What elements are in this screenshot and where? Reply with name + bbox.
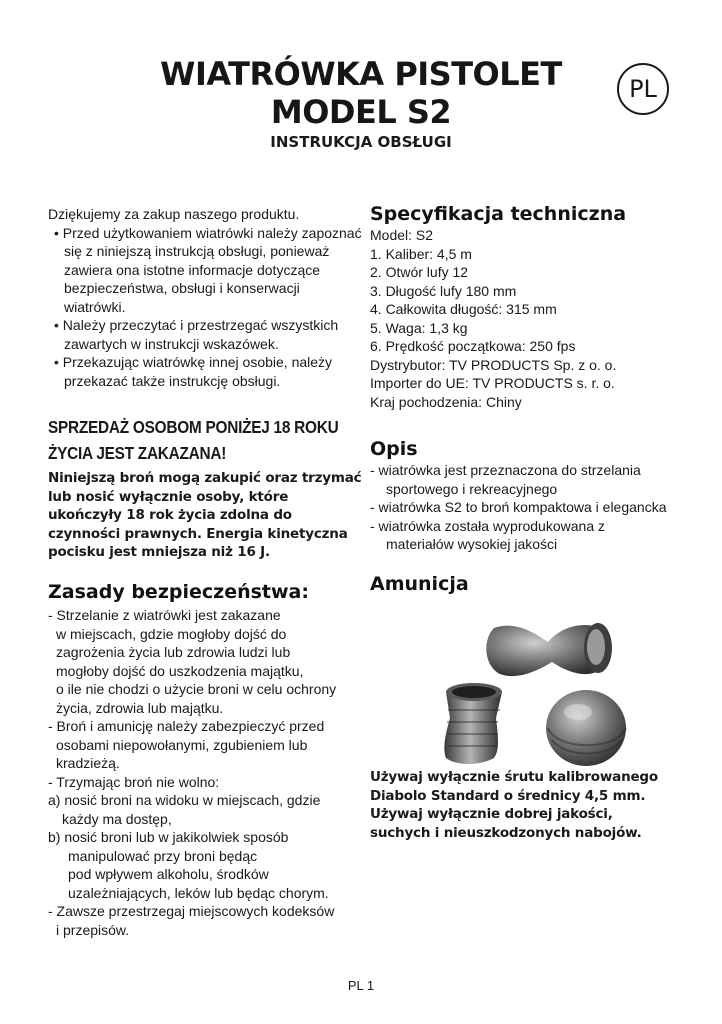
spec-line: Model: S2 [370, 227, 434, 243]
safety-line: życia, zdrowia lub majątku. [56, 699, 224, 716]
spec-heading: Specyfikacja techniczna [370, 203, 627, 225]
warning-heading-line-1: SPRZEDAŻ OSOBOM PONIŻEJ 18 ROKU [48, 417, 339, 437]
pellet-right [546, 690, 626, 766]
safety-line: uzależniających, leków lub będąc chorym. [68, 884, 329, 901]
ammo-note: Używaj wyłącznie śrutu kalibrowanego Diabolo Standard o średnicy 4,5 mm. Używaj wyłącznie dobrej jakości, suchych i nieuszkodzonych nabojów. [370, 769, 658, 841]
spec-line: Importer do UE: TV PRODUCTS s. r. o. [370, 375, 615, 391]
safety-line: i przepisów. [56, 921, 130, 938]
ammo-section [370, 572, 670, 596]
spec-line: 6. Prędkość początkowa: 250 fps [370, 338, 576, 354]
safety-line: manipulować przy broni będąc [68, 847, 258, 864]
safety-line: zagrożenia życia lub zdrowia ludzi lub [56, 644, 291, 660]
intro-bullet: • Przekazując wiatrówkę innej osobie, należy przekazać także instrukcję obsługi. [54, 354, 333, 389]
safety-line: każdy ma dostęp, [62, 810, 172, 827]
intro-section [48, 205, 363, 390]
intro-thanks: Dziękujemy za zakup naszego produktu. [48, 206, 300, 222]
warning-body: Niniejszą broń mogą zakupić oraz trzymać lub nosić wyłącznie osoby, które ukończyły 18 rok życia zdolna do czynności prawnych. Energia kinetyczna pocisku jest mniejsza niż 16 J. [48, 470, 362, 560]
opis-item: - wiatrówka S2 to broń kompaktowa i elegancka [370, 499, 667, 515]
spec-line: 3. Długość lufy 180 mm [370, 282, 517, 299]
subtitle: INSTRUKCJA OBSŁUGI [270, 133, 452, 151]
age-warning-section [48, 414, 363, 562]
spec-line: 4. Całkowita długość: 315 mm [370, 301, 557, 317]
language-badge: PL [617, 63, 669, 115]
opis-item: - wiatrówka została wyprodukowana z materiałów wysokiej jakości [370, 517, 605, 552]
warning-heading-line-2: ŻYCIA JEST ZAKAZANA! [48, 443, 227, 463]
safety-line: b) nosić broni lub w jakikolwiek sposób [48, 829, 289, 845]
safety-line: - Trzymając broń nie wolno: [48, 773, 220, 790]
spec-line: 5. Waga: 1,3 kg [370, 319, 468, 336]
safety-section [48, 580, 363, 939]
safety-heading: Zasady bezpieczeństwa: [48, 581, 309, 603]
opis-item: - wiatrówka jest przeznaczona do strzelania sportowego i rekreacyjnego [370, 462, 641, 497]
spec-line: 2. Otwór lufy 12 [370, 264, 469, 280]
title-line-1: WIATRÓWKA PISTOLET [160, 55, 562, 93]
safety-line: osobami niepowołanymi, zgubieniem lub [56, 736, 308, 753]
ammo-heading: Amunicja [370, 573, 469, 595]
diabolo-pellets-image [436, 600, 666, 770]
safety-line: mogłoby dojść do uszkodzenia majątku, [56, 662, 304, 679]
safety-line: - Zawsze przestrzegaj miejscowych kodeksów [48, 903, 335, 919]
spec-line: Dystrybutor: TV PRODUCTS Sp. z o. o. [370, 356, 617, 373]
intro-bullet: • Przed użytkowaniem wiatrówki należy zapoznać się z niniejszą instrukcją obsługi, ponieważ zawiera ona istotne informacje dotyczące bezpieczeństwa, obsługi i konserwacji wiatrówki. [54, 224, 362, 315]
safety-line: pod wpływem alkoholu, środków [68, 866, 269, 882]
spec-line: 1. Kaliber: 4,5 m [370, 245, 472, 262]
pellet-left [444, 683, 502, 764]
opis-heading: Opis [370, 438, 418, 460]
page-number: PL 1 [347, 978, 375, 993]
spec-section [370, 202, 670, 411]
opis-section [370, 437, 670, 554]
title-line-2: MODEL S2 [270, 93, 452, 131]
safety-line: kradzieżą. [56, 755, 120, 771]
safety-line: a) nosić broni na widoku w miejscach, gdzie [48, 792, 321, 808]
safety-line: o ile nie chodzi o użycie broni w celu ochrony [56, 681, 337, 697]
spec-line: Kraj pochodzenia: Chiny [370, 393, 522, 410]
pellet-top [486, 623, 612, 676]
safety-line: w miejscach, gdzie mogłoby dojść do [56, 625, 287, 642]
intro-bullet: • Należy przeczytać i przestrzegać wszystkich zawartych w instrukcji wskazówek. [54, 317, 339, 352]
safety-line: - Strzelanie z wiatrówki jest zakazane [48, 607, 281, 623]
safety-line: - Broń i amunicję należy zabezpieczyć przed [48, 718, 325, 734]
